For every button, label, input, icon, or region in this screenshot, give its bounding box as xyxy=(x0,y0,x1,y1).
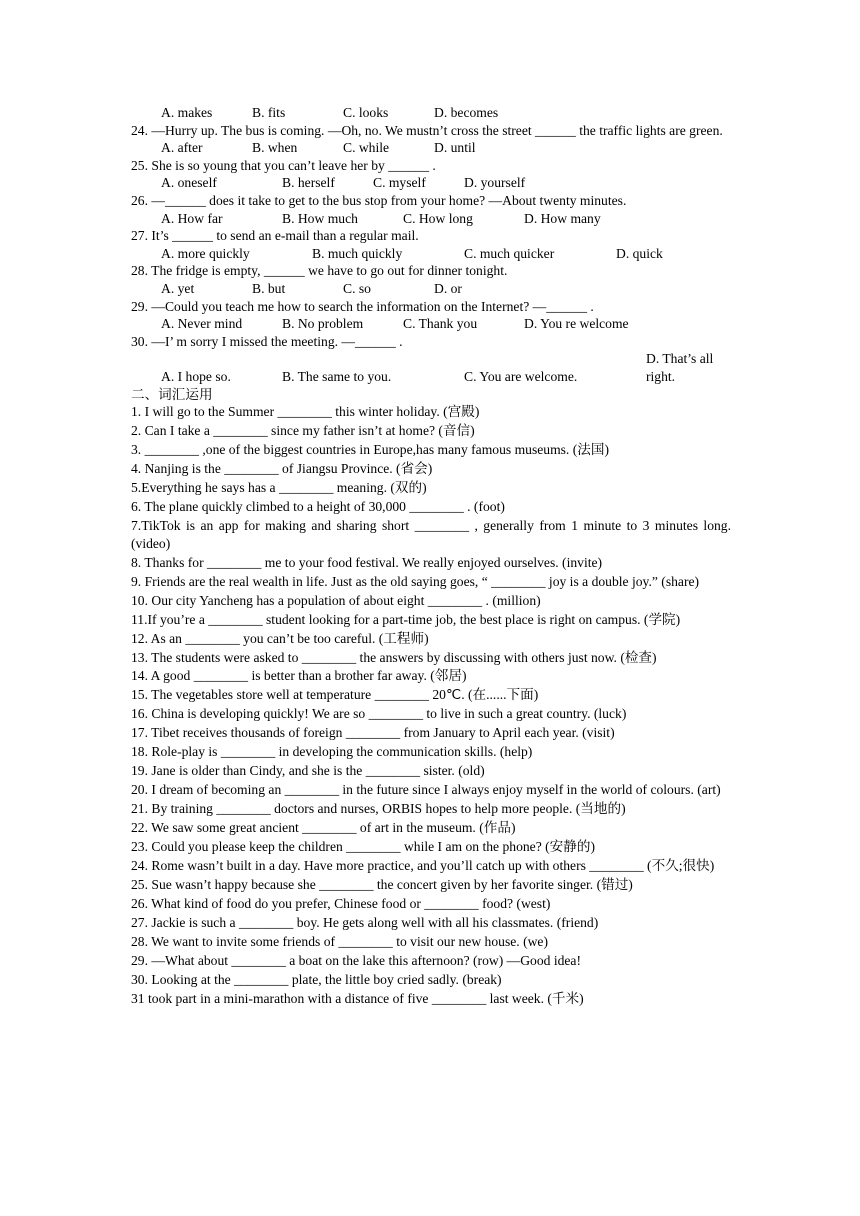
vocab-question: 26. What kind of food do you prefer, Chinese food or ________ food? (west) xyxy=(131,896,551,912)
q30-options xyxy=(131,350,731,385)
option: A. I hope so. xyxy=(161,368,231,384)
vocab-question: 14. A good ________ is better than a brother far away. (邻居) xyxy=(131,668,467,684)
vocab-question: 25. Sue wasn’t happy because she ________ the concert given by her favorite singer. (错过) xyxy=(131,877,633,893)
mc-question-30: 30. —I’ m sorry I missed the meeting. —______ . xyxy=(131,333,403,349)
option: D. You re welcome xyxy=(524,316,629,332)
option: A. oneself xyxy=(161,175,217,191)
option: D. quick xyxy=(616,245,663,261)
option: B. How much xyxy=(282,210,358,226)
vocab-question: 31 took part in a mini-marathon with a distance of five ________ last week. (千米) xyxy=(131,991,584,1007)
vocab-question: 8. Thanks for ________ me to your food festival. We really enjoyed ourselves. (invite) xyxy=(131,554,603,570)
vocab-question: 18. Role-play is ________ in developing the communication skills. (help) xyxy=(131,744,533,760)
q23-options xyxy=(131,104,731,122)
vocab-question: 20. I dream of becoming an ________ in the future since I always enjoy myself in the world of colours. (art) xyxy=(131,782,721,798)
option: A. after xyxy=(161,140,203,156)
option: C. How long xyxy=(403,210,473,226)
vocab-question: 19. Jane is older than Cindy, and she is the ________ sister. (old) xyxy=(131,763,485,779)
vocab-question: 29. —What about ________ a boat on the lake this afternoon? (row) —Good idea! xyxy=(131,953,581,969)
vocab-question: 2. Can I take a ________ since my father isn’t at home? (音信) xyxy=(131,423,475,439)
option: D. or xyxy=(434,280,462,296)
vocab-question: 5.Everything he says has a ________ meaning. (双的) xyxy=(131,480,427,496)
vocab-question: 3. ________ ,one of the biggest countries in Europe,has many famous museums. (法国) xyxy=(131,442,609,458)
vocab-question: 4. Nanjing is the ________ of Jiangsu Province. (省会) xyxy=(131,461,433,477)
vocab-question: 13. The students were asked to ________ the answers by discussing with others just now. (检查) xyxy=(131,649,657,665)
option: C. much quicker xyxy=(464,245,555,261)
option: C. while xyxy=(343,140,390,156)
mc-question-25: 25. She is so young that you can’t leave her by ______ . xyxy=(131,157,436,173)
document-body xyxy=(131,104,731,1009)
vocab-question: 6. The plane quickly climbed to a height of 30,000 ________ . (foot) xyxy=(131,499,505,515)
option: C. Thank you xyxy=(403,316,478,332)
option: A. How far xyxy=(161,210,223,226)
option: A. makes xyxy=(161,105,213,120)
q27-options xyxy=(131,245,731,263)
q26-options xyxy=(131,210,731,228)
mc-question-24: 24. —Hurry up. The bus is coming. —Oh, no. We mustn’t cross the street ______ the traffic lights are green. xyxy=(131,122,723,138)
vocab-question: 30. Looking at the ________ plate, the little boy cried sadly. (break) xyxy=(131,972,502,988)
vocab-question: 27. Jackie is such a ________ boy. He gets along well with all his classmates. (friend) xyxy=(131,915,599,931)
vocab-question: 10. Our city Yancheng has a population of about eight ________ . (million) xyxy=(131,592,541,608)
option: D. yourself xyxy=(464,175,526,191)
vocab-question: 16. China is developing quickly! We are so ________ to live in such a great country. (luck) xyxy=(131,706,627,722)
vocab-question: 11.If you’re a ________ student looking for a part-time job, the best place is right on campus. (学院) xyxy=(131,611,681,627)
mc-question-26: 26. —______ does it take to get to the bus stop from your home? —About twenty minutes. xyxy=(131,192,627,208)
vocab-question: 21. By training ________ doctors and nurses, ORBIS hopes to help more people. (当地的) xyxy=(131,801,626,817)
vocab-question: 9. Friends are the real wealth in life. Just as the old saying goes, “ ________ joy is a double joy.” (share) xyxy=(131,573,700,589)
mc-question-28: 28. The fridge is empty, ______ we have to go out for dinner tonight. xyxy=(131,263,508,279)
vocab-question: 15. The vegetables store well at temperature ________ 20℃. (在......下面) xyxy=(131,687,539,703)
option: B. herself xyxy=(282,175,335,191)
option: B. when xyxy=(252,140,298,156)
vocab-question: 23. Could you please keep the children ________ while I am on the phone? (安静的) xyxy=(131,839,595,855)
option: A. more quickly xyxy=(161,245,250,261)
option: D. until xyxy=(434,140,476,156)
option: A. Never mind xyxy=(161,316,243,332)
q24-options xyxy=(131,139,731,157)
q29-options xyxy=(131,315,731,333)
option: C. so xyxy=(343,280,371,296)
vocab-question: 17. Tibet receives thousands of foreign ________ from January to April each year. (visit) xyxy=(131,725,615,741)
vocab-question: 22. We saw some great ancient ________ of art in the museum. (作品) xyxy=(131,820,516,836)
vocab-list xyxy=(131,403,731,1008)
option: B. much quickly xyxy=(312,245,403,261)
mc-question-29: 29. —Could you teach me how to search the information on the Internet? —______ . xyxy=(131,298,594,314)
option: B. The same to you. xyxy=(282,368,392,384)
q25-options xyxy=(131,174,731,192)
option: D. That’s all right. xyxy=(646,351,714,384)
option: A. yet xyxy=(161,280,195,296)
option: D. How many xyxy=(524,210,601,226)
option: B. but xyxy=(252,280,286,296)
option: B. No problem xyxy=(282,316,364,332)
q28-options xyxy=(131,280,731,298)
vocab-question: 24. Rome wasn’t built in a day. Have more practice, and you’ll catch up with others ________ (不久;很快) xyxy=(131,858,715,874)
option: C. looks xyxy=(343,105,389,120)
option: C. You are welcome. xyxy=(464,368,578,384)
vocab-question: 1. I will go to the Summer ________ this winter holiday. (宫殿) xyxy=(131,404,480,420)
option: C. myself xyxy=(373,175,426,191)
option: D. becomes xyxy=(434,105,499,120)
mc-question-27: 27. It’s ______ to send an e-mail than a regular mail. xyxy=(131,228,419,244)
vocab-question: 12. As an ________ you can’t be too careful. (工程师) xyxy=(131,630,429,646)
vocab-question: 7.TikTok is an app for making and sharing short ________ , generally from 1 minute to 3 minutes long. (video) xyxy=(131,518,731,551)
option: B. fits xyxy=(252,105,286,120)
vocab-question: 28. We want to invite some friends of ________ to visit our new house. (we) xyxy=(131,934,548,950)
section-title: 二、词汇运用 xyxy=(131,386,213,402)
